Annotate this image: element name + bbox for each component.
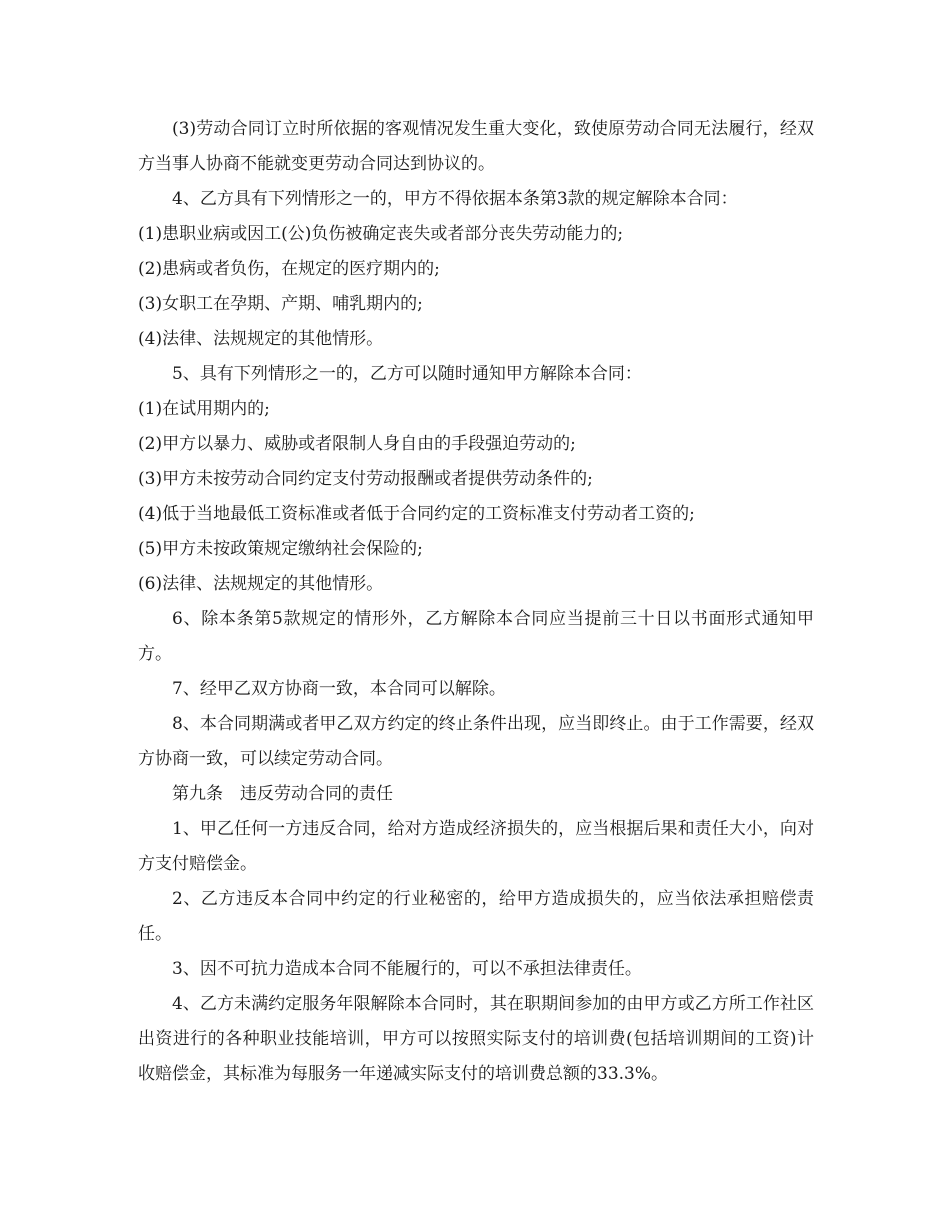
paragraph-clause-5-6: (6)法律、法规规定的其他情形。 <box>138 574 384 594</box>
paragraph-clause-5: 5、具有下列情形之一的，乙方可以随时通知甲方解除本合同： <box>172 364 642 384</box>
paragraph-article-9-clause-4: 4、乙方未满约定服务年限解除本合同时，其在职期间参加的由甲方或乙方所工作社区出资进行的各种职业技能培训，甲方可以按照实际支付的培训费(包括培训期间的工资)计收赔偿金，其标准为每服务一年递减实际支付的培训费总额的33.3%。 <box>138 994 814 1084</box>
paragraph-clause-4: 4、乙方具有下列情形之一的，甲方不得依据本条第3款的规定解除本合同： <box>172 189 738 209</box>
paragraph-clause-6: 6、除本条第5款规定的情形外，乙方解除本合同应当提前三十日以书面形式通知甲方。 <box>138 609 814 664</box>
paragraph-article-9-clause-3: 3、因不可抗力造成本合同不能履行的，可以不承担法律责任。 <box>172 959 642 979</box>
paragraph-clause-4-2: (2)患病或者负伤，在规定的医疗期内的; <box>138 259 440 279</box>
paragraph-clause-8: 8、本合同期满或者甲乙双方约定的终止条件出现，应当即终止。由于工作需要，经双方协商一致，可以续定劳动合同。 <box>138 714 814 769</box>
paragraph-clause-5-3: (3)甲方未按劳动合同约定支付劳动报酬或者提供劳动条件的; <box>138 469 593 489</box>
document-body <box>138 112 814 1092</box>
paragraph-clause-5-5: (5)甲方未按政策规定缴纳社会保险的; <box>138 539 423 559</box>
section-heading-article-9: 第九条 违反劳动合同的责任 <box>172 784 393 804</box>
paragraph-clause-4-4: (4)法律、法规规定的其他情形。 <box>138 329 384 349</box>
paragraph-clause-5-2: (2)甲方以暴力、威胁或者限制人身自由的手段强迫劳动的; <box>138 434 576 454</box>
paragraph-clause-5-4: (4)低于当地最低工资标准或者低于合同约定的工资标准支付劳动者工资的; <box>138 504 695 524</box>
paragraph-clause-3-3: (3)劳动合同订立时所依据的客观情况发生重大变化，致使原劳动合同无法履行，经双方当事人协商不能就变更劳动合同达到协议的。 <box>138 119 814 174</box>
paragraph-clause-4-3: (3)女职工在孕期、产期、哺乳期内的; <box>138 294 423 314</box>
paragraph-clause-4-1: (1)患职业病或因工(公)负伤被确定丧失或者部分丧失劳动能力的; <box>138 224 624 244</box>
paragraph-clause-7: 7、经甲乙双方协商一致，本合同可以解除。 <box>172 679 506 699</box>
paragraph-clause-5-1: (1)在试用期内的; <box>138 399 270 419</box>
paragraph-article-9-clause-2: 2、乙方违反本合同中约定的行业秘密的，给甲方造成损失的，应当依法承担赔偿责任。 <box>138 889 814 944</box>
paragraph-article-9-clause-1: 1、甲乙任何一方违反合同，给对方造成经济损失的，应当根据后果和责任大小，向对方支付赔偿金。 <box>138 819 814 874</box>
